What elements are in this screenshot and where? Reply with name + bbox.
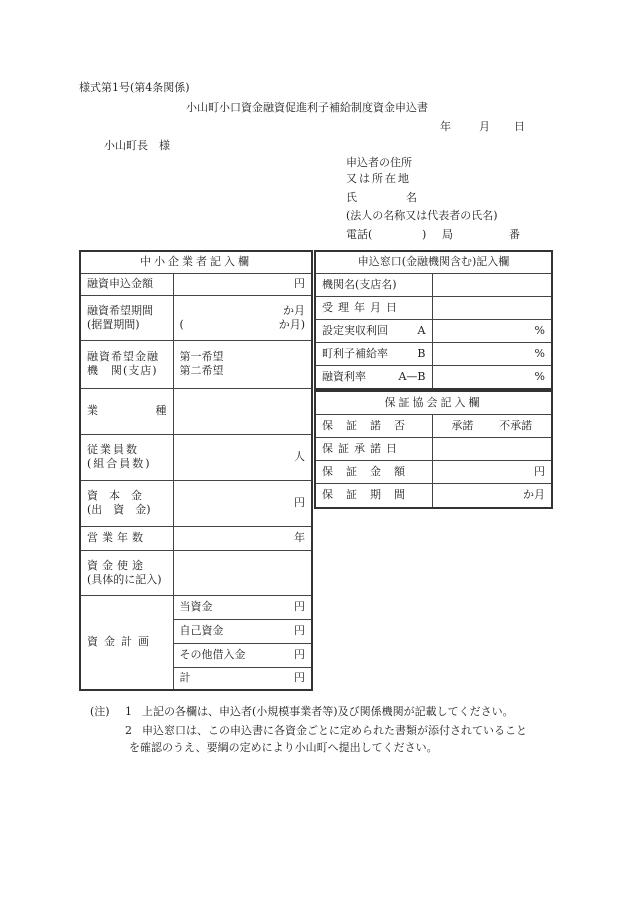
unit-people: 人 <box>294 450 305 463</box>
grace-period-row <box>180 318 306 332</box>
bank-branch-field[interactable] <box>432 273 552 296</box>
form-number: 様式第1号(第4条関係) <box>79 81 190 94</box>
period-field[interactable] <box>173 295 312 340</box>
unit-percent: % <box>534 323 545 337</box>
years-label: 営業年数 <box>80 526 173 550</box>
date-year: 年 <box>440 120 451 133</box>
period-label <box>80 295 173 340</box>
guarantee-date-field[interactable] <box>432 437 552 460</box>
loan-rate-label-text: 融資利率 <box>322 369 366 383</box>
yield-label-text: 設定実収利回 <box>322 323 388 337</box>
unit-yen: 円 <box>294 496 305 509</box>
guarantee-decision-field[interactable] <box>432 414 552 437</box>
date-month: 月 <box>479 120 490 133</box>
plan-row-name: 自己資金 <box>179 624 224 637</box>
industry-field[interactable] <box>173 388 312 434</box>
guarantee-header: 保証協会記入欄 <box>315 391 552 414</box>
loan-amount-field[interactable] <box>173 273 312 295</box>
capital-label-line1: 資 本 金 <box>87 489 142 502</box>
bank-field[interactable] <box>173 340 312 388</box>
plan-row-name: その他借入金 <box>179 648 246 661</box>
approve-option[interactable]: 承諾 <box>451 418 474 432</box>
window-header: 申込窓口(金融機関含む)記入欄 <box>315 251 552 273</box>
industry-label-a: 業 <box>87 404 98 417</box>
unit-percent: % <box>534 346 545 360</box>
subsidy-rate-label-text: 町利子補給率 <box>322 346 388 360</box>
unit-yen: 円 <box>534 464 545 478</box>
plan-row-unit: 円 <box>294 671 305 685</box>
applicant-address-label: 申込者の住所 <box>346 156 412 169</box>
notes-prefix: (注) <box>90 705 110 718</box>
period-label-line1: 融資希望期間 <box>87 303 153 317</box>
unit-months: か月 <box>523 488 545 502</box>
unit-years: 年 <box>294 531 305 544</box>
receipt-date-field[interactable] <box>432 296 552 319</box>
unit-yen: 円 <box>294 277 305 290</box>
unit-months-grace: か月) <box>278 317 305 331</box>
date-day: 日 <box>514 120 525 133</box>
bank-label-line1: 融資希望金融 <box>87 350 159 363</box>
smb-entry-table <box>79 250 313 691</box>
loan-rate-label <box>315 365 432 389</box>
guarantee-entry-table <box>314 390 553 509</box>
capital-label-line2: (出 資 金) <box>87 503 151 516</box>
bank-label <box>80 340 173 388</box>
usage-label <box>80 550 173 595</box>
guarantee-amount-field[interactable] <box>432 460 552 483</box>
guarantee-decision-label: 保証諾否 <box>315 414 432 437</box>
note-2-number: 2 <box>125 724 132 737</box>
note-1-number: 1 <box>125 705 132 718</box>
capital-label <box>80 480 173 526</box>
addressee: 小山町長 様 <box>104 139 170 152</box>
guarantee-period-field[interactable] <box>432 483 552 508</box>
usage-field[interactable] <box>173 550 312 595</box>
note-2-text-line1: 申込窓口は、この申込書に各資金ごとに定められた書類が添付されていること <box>142 724 527 737</box>
plan-row[interactable] <box>173 595 312 619</box>
receipt-date-label: 受理年月日 <box>315 296 432 319</box>
unit-percent: % <box>534 369 545 383</box>
employees-field[interactable] <box>173 434 312 480</box>
first-choice-label: 第一希望 <box>179 350 224 363</box>
plan-row[interactable] <box>173 643 312 667</box>
unit-months: か月 <box>283 303 305 317</box>
period-label-line2: (据置期間) <box>87 317 140 331</box>
plan-row-unit: 円 <box>294 624 305 637</box>
industry-label <box>80 388 173 434</box>
yield-field[interactable] <box>432 319 552 342</box>
loan-rate-label-code: A—B <box>398 369 426 383</box>
plan-row-unit: 円 <box>294 600 305 613</box>
yield-label-code: A <box>417 323 426 337</box>
applicant-name-label-b: 名 <box>406 191 417 204</box>
employees-label-line1: 従業員数 <box>87 443 139 456</box>
years-field[interactable] <box>173 526 312 550</box>
loan-amount-label: 融資申込金額 <box>80 273 173 295</box>
document-title: 小山町小口資金融資促進利子補給制度資金申込書 <box>186 101 428 114</box>
employees-label-line2: (組合員数) <box>87 457 152 470</box>
phone-close-paren: ) <box>422 228 427 241</box>
usage-label-line2: (具体的に記入) <box>87 572 162 586</box>
reject-option[interactable]: 不承諾 <box>499 418 533 432</box>
employees-label <box>80 434 173 480</box>
phone-number: 番 <box>509 228 520 241</box>
industry-label-b: 種 <box>155 404 167 417</box>
loan-rate-field[interactable] <box>432 365 552 389</box>
plan-row-name: 計 <box>179 671 191 685</box>
open-paren: ( <box>179 317 184 331</box>
plan-row-unit: 円 <box>294 648 305 661</box>
usage-label-line1: 資金使途 <box>87 558 147 572</box>
plan-row[interactable] <box>173 667 312 690</box>
phone-exchange: 局 <box>442 228 453 241</box>
applicant-address-label-2: 又は所在地 <box>346 172 411 185</box>
guarantee-date-label: 保証承諾日 <box>315 437 432 460</box>
bank-label-line2: 機 関(支店) <box>87 364 158 377</box>
note-2-text-line2: を確認のうえ、要綱の定めにより小山町へ提出してください。 <box>129 741 438 754</box>
guarantee-amount-label: 保証金額 <box>315 460 432 483</box>
applicant-name-label-a: 氏 <box>346 191 357 204</box>
subsidy-rate-label-code: B <box>417 346 426 360</box>
subsidy-rate-field[interactable] <box>432 342 552 365</box>
phone-label: 電話( <box>346 228 373 241</box>
capital-field[interactable] <box>173 480 312 526</box>
applicant-corp-note: (法人の名称又は代表者の氏名) <box>346 209 498 222</box>
second-choice-label: 第二希望 <box>179 364 224 377</box>
window-entry-table <box>314 250 553 390</box>
plan-row-name: 当資金 <box>179 600 213 613</box>
note-1-text: 上記の各欄は、申込者(小規模事業者等)及び関係機関が記載してください。 <box>142 705 514 718</box>
guarantee-period-label: 保証期間 <box>315 483 432 508</box>
subsidy-rate-label <box>315 342 432 365</box>
plan-row[interactable] <box>173 619 312 643</box>
plan-label: 資金計画 <box>80 595 173 690</box>
yield-label <box>315 319 432 342</box>
bank-branch-label: 機関名(支店名) <box>315 273 432 296</box>
smb-header: 中小企業者記入欄 <box>80 251 312 273</box>
